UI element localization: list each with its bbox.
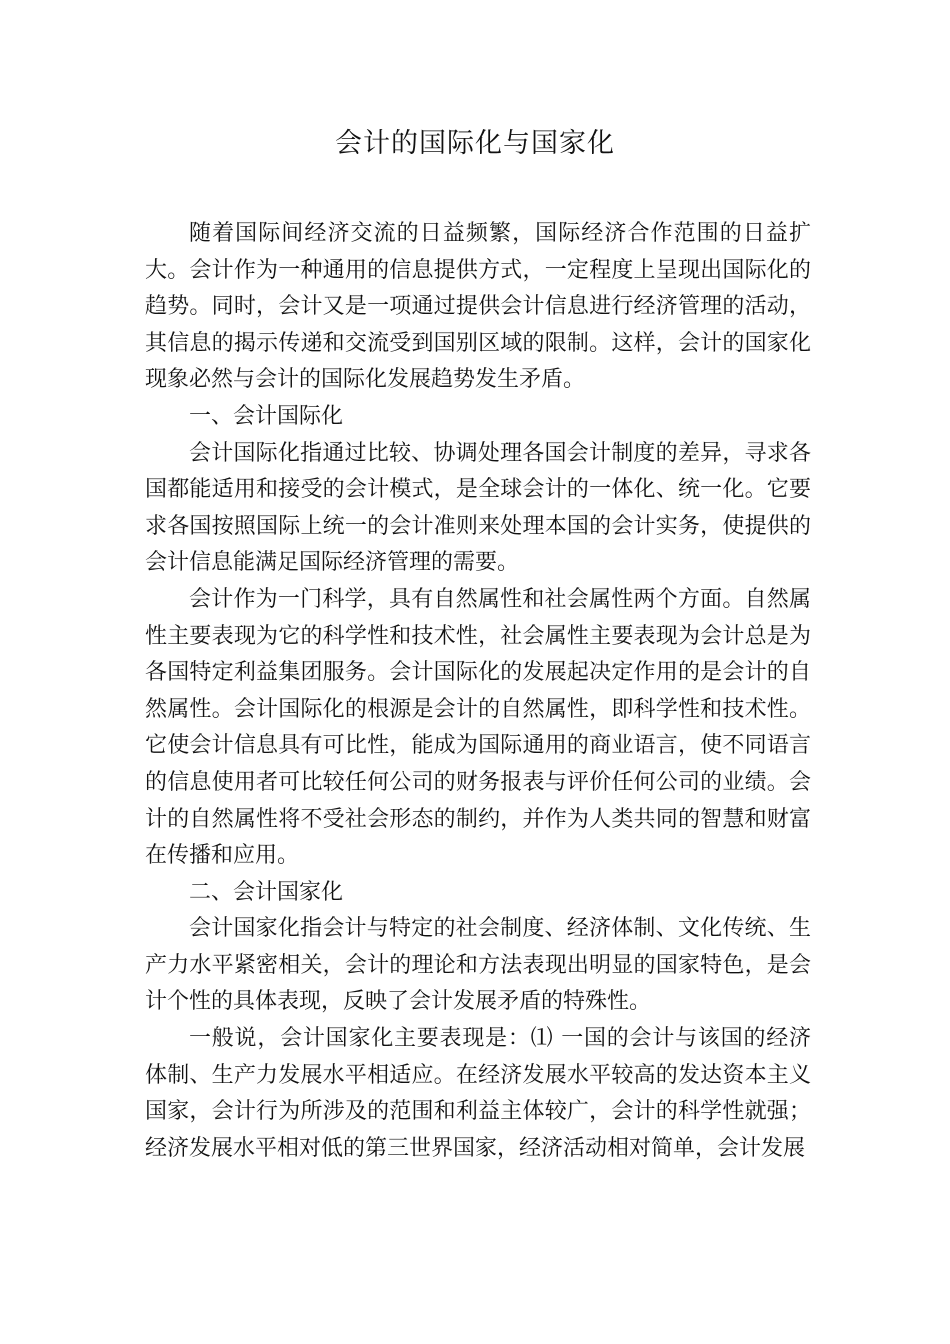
paragraph-intro: 随着国际间经济交流的日益频繁，国际经济合作范围的日益扩大。会计作为一种通用的信息提供方式，一定程度上呈现出国际化的趋势。同时，会计又是一项通过提供会计信息进行经济管理的活动，其信息的揭示传递和交流受到国别区域的限制。这样，会计的国家化现象必然与会计的国际化发展趋势发生矛盾。 — [145, 221, 811, 393]
section-heading-nationalization: 二、会计国家化 — [189, 879, 344, 905]
paragraph-natural-attributes: 会计作为一门科学，具有自然属性和社会属性两个方面。自然属性主要表现为它的科学性和技术性，社会属性主要表现为会计总是为各国特定利益集团服务。会计国际化的发展起决定作用的是会计的自然属性。会计国际化的根源是会计的自然属性，即科学性和技术性。它使会计信息具有可比性，能成为国际通用的商业语言，使不同语言的信息使用者可比较任何公司的财务报表与评价任何公司的业绩。会计的自然属性将不受社会形态的制约，并作为人类共同的智慧和财富在传播和应用。 — [145, 586, 811, 869]
page-title: 会计的国际化与国家化 — [335, 128, 615, 159]
paragraph-internationalization-definition: 会计国际化指通过比较、协调处理各国会计制度的差异，寻求各国都能适用和接受的会计模式，是全球会计的一体化、统一化。它要求各国按照国际上统一的会计准则来处理本国的会计实务，使提供的会计信息能满足国际经济管理的需要。 — [145, 440, 811, 576]
section-heading-internationalization: 一、会计国际化 — [189, 403, 344, 429]
document-body — [145, 216, 811, 1167]
paragraph-nationalization-definition: 会计国家化指会计与特定的社会制度、经济体制、文化传统、生产力水平紧密相关，会计的理论和方法表现出明显的国家特色，是会计个性的具体表现，反映了会计发展矛盾的特殊性。 — [145, 916, 811, 1015]
paragraph-nationalization-manifestations: 一般说，会计国家化主要表现是：⑴ 一国的会计与该国的经济体制、生产力发展水平相适应。在经济发展水平较高的发达资本主义国家，会计行为所涉及的范围和利益主体较广，会计的科学性就强；经济发展水平相对低的第三世界国家，经济活动相对简单，会计发展 — [145, 1026, 811, 1161]
